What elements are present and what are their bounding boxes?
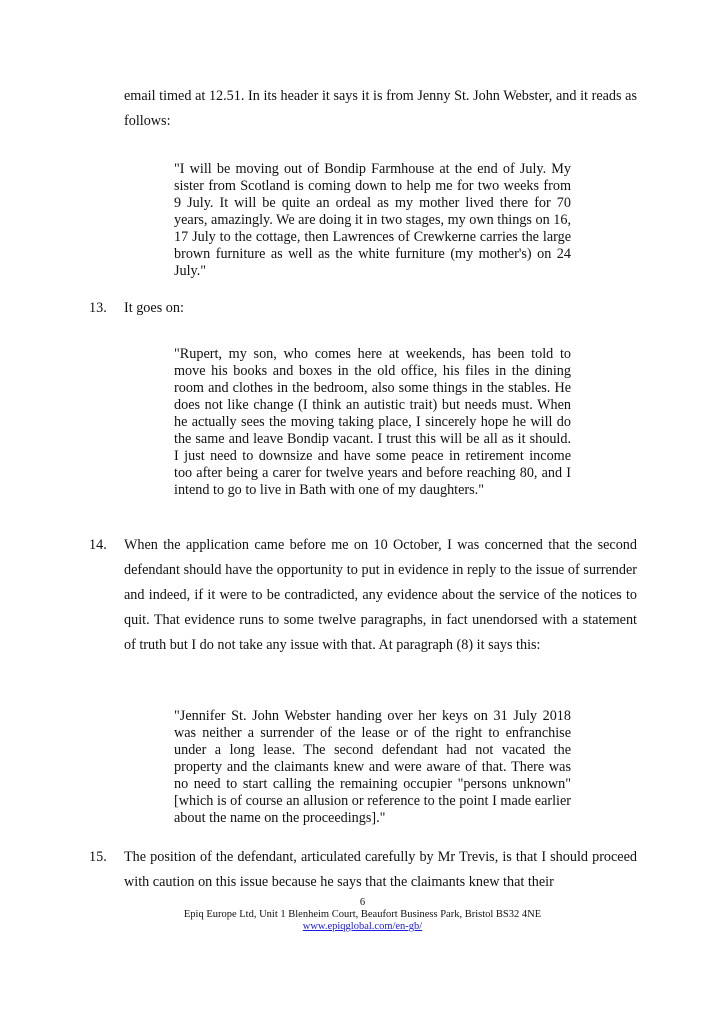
footer-company-line: Epiq Europe Ltd, Unit 1 Blenheim Court, Beaufort Business Park, Bristol BS32 4NE (183, 909, 542, 920)
paragraph-12-continuation: email timed at 12.51. In its header it says it is from Jenny St. John Webster, and it reads as follows: (124, 88, 637, 129)
paragraph-15: The position of the defendant, articulated carefully by Mr Trevis, is that I should proceed with caution on this issue because he says that the claimants knew that their (124, 849, 637, 890)
paragraph-number-15: 15. (89, 849, 107, 865)
paragraph-number-14: 14. (89, 537, 107, 553)
paragraph-14: When the application came before me on 10 October, I was concerned that the second defendant should have the opportunity to put in evidence in reply to the issue of surrender and indeed, if it were to be contradicted, any evidence about the service of the notices to quit. That evidence runs to some twelve paragraphs, in fact unendorsed with a statement of truth but I do not take any issue with that. At paragraph (8) it says this: (124, 537, 637, 653)
footer-url-line (0, 921, 725, 933)
quote-3: "Jennifer St. John Webster handing over her keys on 31 July 2018 was neither a surrender of the lease or of the right to enfranchise under a long lease. The second defendant had not vacated the property and the claimants knew and were aware of that. There was no need to start calling the remaining occupier "persons unknown" [which is of course an allusion or reference to the point I made earlier about the name on the proceedings]." (174, 708, 571, 826)
quote-1: "I will be moving out of Bondip Farmhouse at the end of July. My sister from Scotland is coming down to help me for two weeks from 9 July. It will be quite an ordeal as my mother lived there for 70 years, amazingly. We are doing it in two stages, my own things on 16, 17 July to the cottage, then Lawrences of Crewkerne carries the large brown furniture as well as the white furniture (my mother's) on 24 July." (174, 161, 571, 279)
paragraph-number-13: 13. (89, 300, 107, 316)
page-number: 6 (359, 897, 366, 908)
footer-website-link[interactable]: www.epiqglobal.com/en-gb/ (302, 921, 423, 932)
paragraph-13: It goes on: (124, 300, 184, 316)
quote-2: "Rupert, my son, who comes here at weekends, has been told to move his books and boxes in the old office, his files in the dining room and clothes in the bedroom, also some things in the stables. He does not like change (I think an autistic trait) but needs must. When he actually sees the moving taking place, I sincerely hope he will do the same and leave Bondip vacant. I trust this will be all as it should. I just need to downsize and have some peace in retirement income too after being a carer for twelve years and before reaching 80, and I intend to go to live in Bath with one of my daughters." (174, 346, 571, 498)
